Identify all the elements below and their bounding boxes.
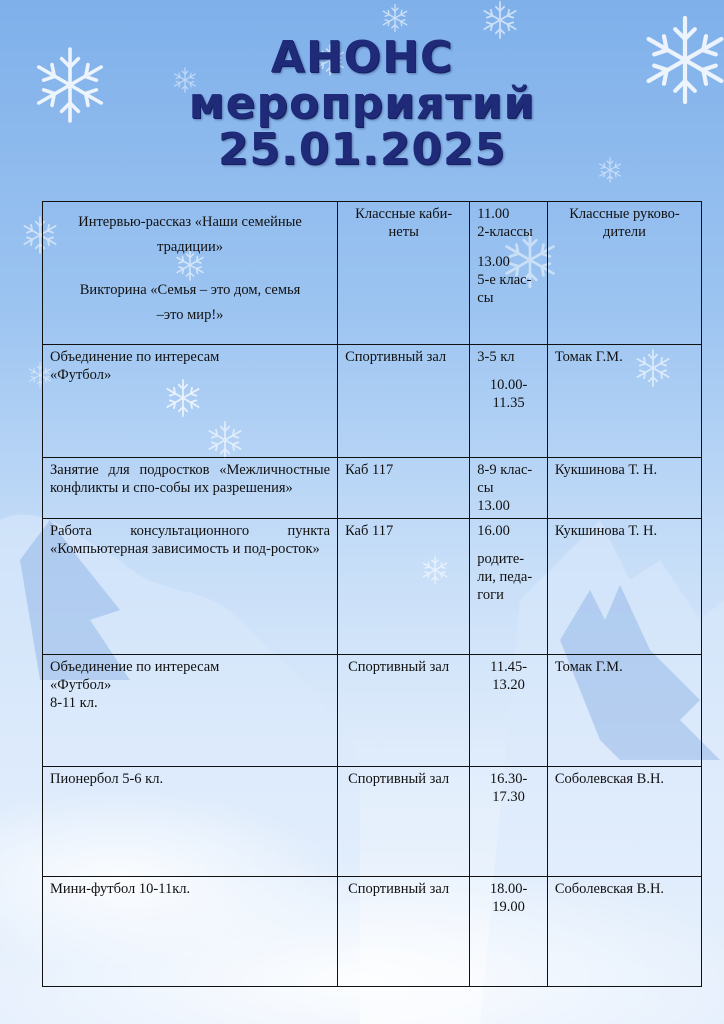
place-cell: Каб 117 bbox=[338, 458, 470, 519]
event-cell: Занятие для подростков «Межличностные конфликты и спо-собы их разрешения» bbox=[43, 458, 338, 519]
place-cell: Спортивный зал bbox=[338, 655, 470, 767]
event-text: Объединение по интересам bbox=[50, 659, 220, 675]
place-cell: Спортивный зал bbox=[338, 767, 470, 877]
table-row bbox=[43, 877, 702, 987]
table-row bbox=[43, 202, 702, 345]
lead-cell: Томак Г.М. bbox=[547, 655, 701, 767]
event-cell: Пионербол 5-6 кл. bbox=[43, 767, 338, 877]
lead-cell: Кукшинова Т. Н. bbox=[547, 458, 701, 519]
lead-cell: Томак Г.М. bbox=[547, 345, 701, 458]
time-text: 5-е клас-сы bbox=[477, 272, 532, 306]
time-cell: 18.00-19.00 bbox=[470, 877, 548, 987]
place-cell: Каб 117 bbox=[338, 519, 470, 655]
event-cell: Работа консультационного пункта «Компьютерная зависимость и под-росток» bbox=[43, 519, 338, 655]
time-cell bbox=[470, 519, 548, 655]
event-text: 8-11 кл. bbox=[50, 695, 98, 711]
table-row bbox=[43, 655, 702, 767]
time-text: 13.00 bbox=[477, 498, 510, 514]
lead-cell: Соболевская В.Н. bbox=[547, 767, 701, 877]
event-text: Викторина «Семья – это дом, семья bbox=[79, 282, 301, 298]
table-row bbox=[43, 519, 702, 655]
table-row bbox=[43, 458, 702, 519]
event-text: Интервью-рассказ «Наши семейные bbox=[78, 214, 302, 230]
place-cell: Спортивный зал bbox=[338, 345, 470, 458]
time-cell bbox=[470, 458, 548, 519]
time-cell: 11.45-13.20 bbox=[470, 655, 548, 767]
event-text: «Футбол» bbox=[50, 677, 112, 693]
lead-cell: Классные руково-дители bbox=[547, 202, 701, 345]
event-cell bbox=[43, 345, 338, 458]
event-cell bbox=[43, 202, 338, 345]
title-events: мероприятий bbox=[188, 78, 536, 129]
event-cell: Мини-футбол 10-11кл. bbox=[43, 877, 338, 987]
time-cell: 16.30-17.30 bbox=[470, 767, 548, 877]
time-text: 3-5 кл bbox=[477, 349, 515, 365]
time-cell bbox=[470, 345, 548, 458]
place-cell: Спортивный зал bbox=[338, 877, 470, 987]
title-announce: АНОНС bbox=[270, 32, 454, 83]
time-text: родите-ли, педа-гоги bbox=[477, 551, 533, 603]
event-text: –это мир!» bbox=[156, 307, 224, 323]
title-date: 25.01.2025 bbox=[217, 124, 507, 175]
time-text: 8-9 клас-сы bbox=[477, 462, 533, 496]
event-text: традиции» bbox=[157, 239, 223, 255]
event-text: «Футбол» bbox=[50, 367, 112, 383]
lead-cell: Кукшинова Т. Н. bbox=[547, 519, 701, 655]
lead-cell: Соболевская В.Н. bbox=[547, 877, 701, 987]
time-text: 13.00 bbox=[477, 254, 510, 270]
events-table bbox=[42, 201, 702, 987]
time-text: 10.00-11.35 bbox=[489, 377, 528, 411]
table-row bbox=[43, 345, 702, 458]
time-text: 11.00 bbox=[477, 206, 510, 222]
event-cell bbox=[43, 655, 338, 767]
event-text: Объединение по интересам bbox=[50, 349, 220, 365]
table-row bbox=[43, 767, 702, 877]
place-cell: Классные каби-неты bbox=[338, 202, 470, 345]
time-cell bbox=[470, 202, 548, 345]
time-text: 16.00 bbox=[477, 523, 510, 539]
time-text: 2-классы bbox=[477, 224, 533, 240]
